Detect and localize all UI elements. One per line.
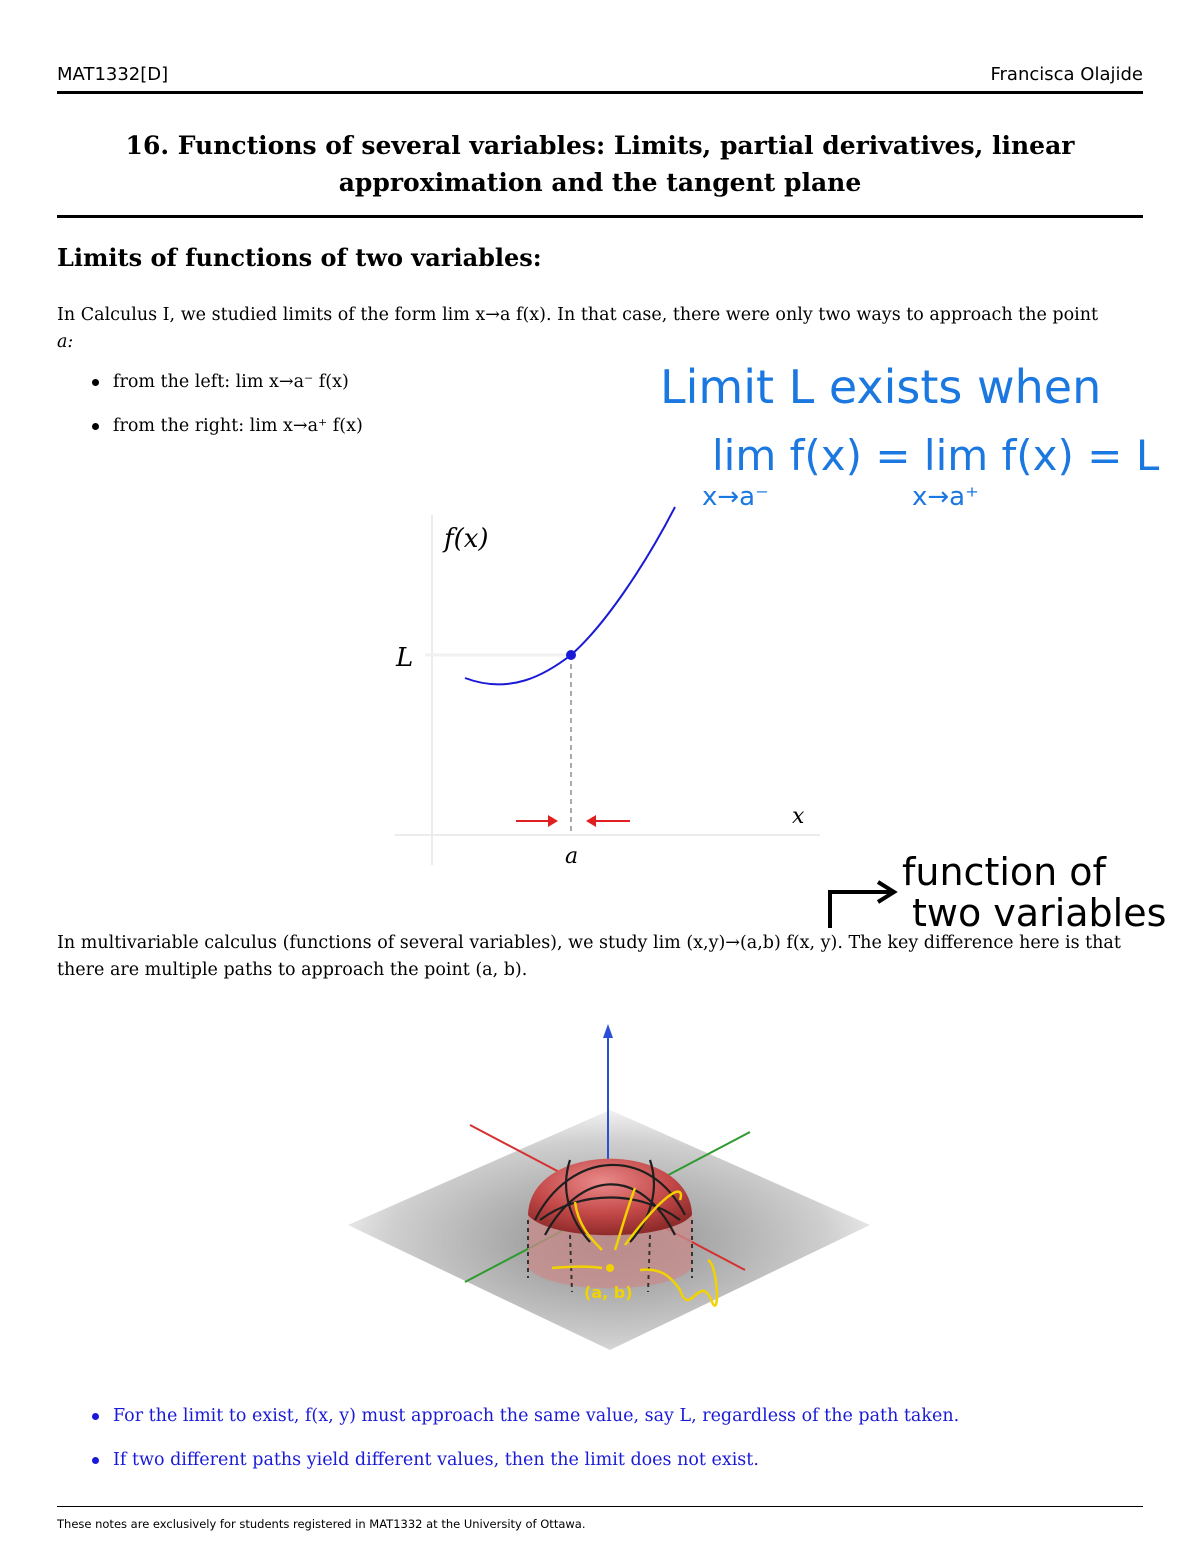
arrow-from-left-icon — [516, 815, 558, 827]
multivariable-paragraph — [57, 930, 1147, 984]
bullet-icon — [92, 379, 99, 386]
course-code: MAT1332[D] — [57, 64, 169, 85]
intro-line-1: In Calculus I, we studied limits of the form lim x→a f(x). In that case, there were only two ways to approach the point — [57, 305, 1099, 325]
limit-graph — [380, 495, 840, 875]
multi-line-1: In multivariable calculus (functions of several variables), we study lim (x,y)→(a,b) f(x, y). The key difference here is that — [57, 933, 1121, 953]
footer-note: These notes are exclusively for students registered in MAT1332 at the University of Ottawa. — [57, 1517, 586, 1531]
page-title — [57, 127, 1143, 201]
header-rule — [57, 91, 1143, 94]
point-ab-label: (a, b) — [584, 1283, 633, 1302]
surface-3d-figure — [340, 1020, 880, 1375]
footer-rule — [57, 1506, 1143, 1507]
section-heading: Limits of functions of two variables: — [57, 243, 542, 272]
conclusion-text-1: For the limit to exist, f(x, y) must approach the same value, say L, regardless of the path taken. — [113, 1406, 960, 1426]
bullet-left-limit — [92, 372, 349, 392]
title-rule — [57, 215, 1143, 218]
a-label: a — [565, 844, 579, 869]
conclusion-text-2: If two different paths yield different values, then the limit does not exist. — [113, 1450, 759, 1470]
limit-point — [566, 650, 576, 660]
handwritten-func-line-2: two variables — [912, 891, 1167, 935]
bullet-right-text: from the right: lim x→a⁺ f(x) — [113, 416, 363, 436]
hand-arrow-icon — [830, 882, 894, 928]
title-line-2: approximation and the tangent plane — [338, 168, 862, 197]
handwritten-sub-right: x→a⁺ — [912, 482, 979, 512]
bullet-icon — [92, 1457, 99, 1464]
multi-line-2: there are multiple paths to approach the point (a, b). — [57, 960, 528, 980]
bullet-left-text: from the left: lim x→a⁻ f(x) — [113, 372, 349, 392]
conclusion-bullet-1 — [92, 1406, 959, 1426]
handwritten-func-line-1: function of — [902, 850, 1106, 894]
y-axis-label: f(x) — [444, 524, 489, 554]
conclusion-bullet-2 — [92, 1450, 759, 1470]
intro-paragraph — [57, 302, 1147, 356]
handwritten-function-note — [820, 840, 1195, 935]
intro-line-2: a: — [57, 332, 74, 352]
z-axis-arrow-icon — [603, 1024, 613, 1038]
author-name: Francisca Olajide — [990, 64, 1143, 85]
handwritten-limit-line-1: Limit L exists when — [660, 360, 1102, 414]
arrow-from-right-icon — [586, 815, 630, 827]
handwritten-sub-left: x→a⁻ — [702, 482, 769, 512]
bullet-right-limit — [92, 416, 363, 436]
handwritten-limit-line-2: lim f(x) = lim f(x) = L — [712, 431, 1160, 480]
approach-point — [606, 1264, 614, 1272]
L-label: L — [396, 643, 414, 673]
x-axis-label: x — [792, 804, 805, 829]
title-line-1: 16. Functions of several variables: Limits, partial derivatives, linear — [125, 131, 1075, 160]
bullet-icon — [92, 423, 99, 430]
bullet-icon — [92, 1413, 99, 1420]
